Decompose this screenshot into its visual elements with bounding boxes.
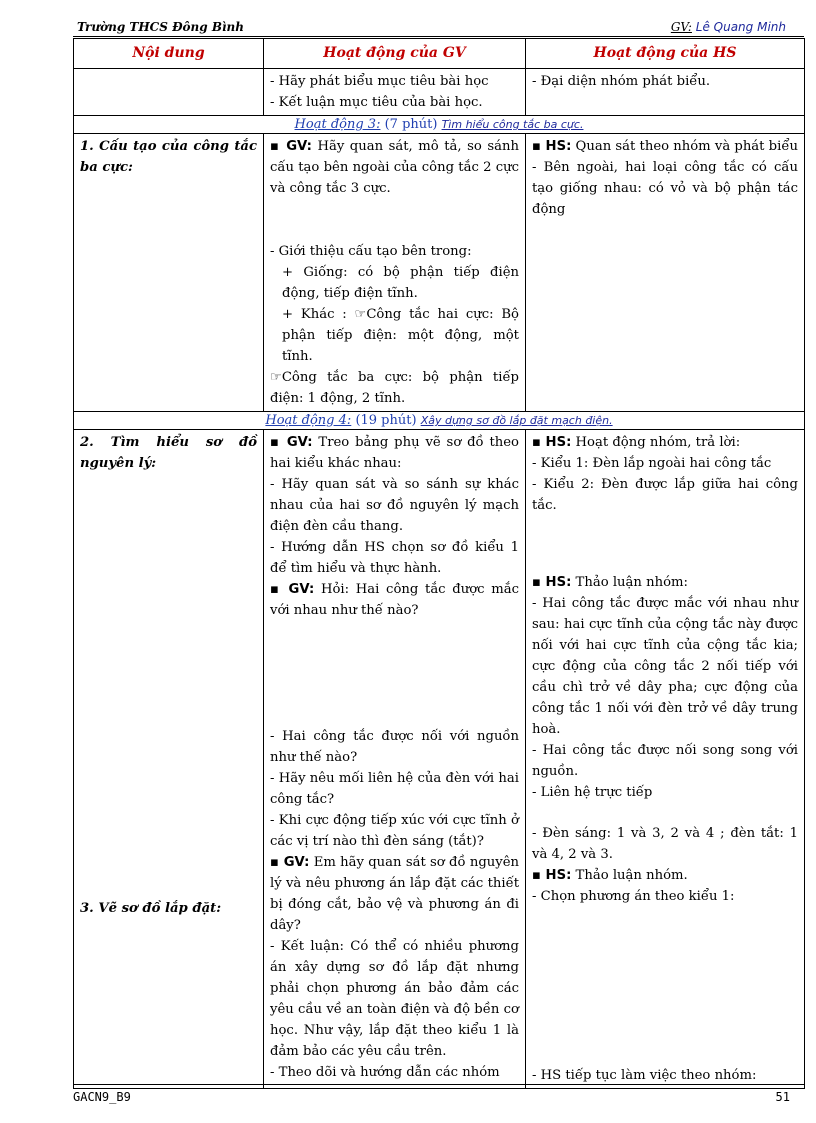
hs-line: - Hai công tắc được nối song song với nguồn. (532, 743, 798, 779)
school-name: Trường THCS Đông Bình (77, 20, 244, 34)
activity-time: (7 phút) (384, 117, 438, 132)
gv-line: - Hãy quan sát và so sánh sự khác nhau của hai sơ đồ nguyên lý mạch điện đèn cầu thang. (270, 477, 519, 534)
table-header-row (74, 39, 805, 69)
gv-line: ▪ GV: Em hãy quan sát sơ đồ nguyên lý và nêu phương án lắp đặt các thiết bị đóng cắt, bảo vệ và phương án đi dây? (270, 855, 519, 933)
hs-line: - Kiểu 2: Đèn được lắp giữa hai công tắc. (532, 477, 798, 513)
activity-4-heading (74, 412, 805, 430)
gv-line: - Hai công tắc được nối với nguồn như thế nào? (270, 729, 519, 765)
gv-line: - Theo dõi và hướng dẫn các nhóm (270, 1065, 500, 1080)
gv-line: - Giới thiệu cấu tạo bên trong: (270, 244, 472, 259)
activity-label: Hoạt động 3: (294, 117, 381, 132)
hs-line: ▪ HS: Thảo luận nhóm. (532, 868, 688, 883)
page-number: 51 (775, 1090, 790, 1104)
gv-line: - Hãy nêu mối liên hệ của đèn với hai công tắc? (270, 771, 519, 807)
hs-line: ▪ HS: Hoạt động nhóm, trả lời: (532, 435, 741, 450)
gv-line: - Kết luận mục tiêu của bài học. (270, 95, 483, 110)
activity-label: Hoạt động 4: (265, 413, 352, 428)
gv-cell (264, 430, 526, 1089)
col-header-content: Nội dung (74, 39, 264, 69)
content-cell (74, 69, 264, 116)
gv-line: - Hãy phát biểu mục tiêu bài học (270, 74, 489, 89)
col-header-gv: Hoạt động của GV (264, 39, 526, 69)
gv-cell (264, 134, 526, 412)
activity-handwritten-note: Xây dựng sơ đồ lắp đặt mạch điện. (420, 414, 613, 427)
hs-cell (526, 134, 805, 412)
table-row (74, 430, 805, 1089)
page-header (73, 18, 804, 37)
section-title: 1. Cấu tạo của công tắc ba cực: (74, 134, 264, 412)
table-row (74, 134, 805, 412)
page-footer (73, 1084, 804, 1104)
hs-line: - Hai công tắc được mắc với nhau như sau: hai cực tĩnh của cộng tắc này được nối với hai cực tĩnh của cộng tắc kia; cực động của công tắc 2 nối tiếp với cầu chì trở về dây pha; cực động của công tắc 1 nối với đèn trở về dây trung hoà. (532, 596, 798, 737)
section-title-3: 3. Vẽ sơ đồ lắp đặt: (80, 901, 222, 916)
col-header-hs: Hoạt động của HS (526, 39, 805, 69)
hs-line: - Đại diện nhóm phát biểu. (532, 74, 711, 89)
lesson-table (73, 38, 805, 1089)
teacher-name: Lê Quang Minh (695, 20, 786, 34)
activity-row (74, 412, 805, 430)
gv-line: ▪ GV: Hỏi: Hai công tắc được mắc với nhau như thế nào? (270, 582, 519, 618)
teacher-info (671, 20, 786, 34)
gv-line: ☞Công tắc ba cực: bộ phận tiếp điện: 1 động, 2 tĩnh. (270, 370, 519, 406)
section-title: 2. Tìm hiểu sơ đồ nguyên lý: 3. Vẽ sơ đồ lắp đặt: (74, 430, 264, 1089)
hs-line: ▪ HS: Thảo luận nhóm: (532, 575, 688, 590)
hs-cell (526, 430, 805, 1089)
activity-row (74, 116, 805, 134)
table-row (74, 69, 805, 116)
gv-line: - Khi cực động tiếp xúc với cực tĩnh ở các vị trí nào thì đèn sáng (tắt)? (270, 813, 519, 849)
gv-line: + Khác : ☞Công tắc hai cực: Bộ phận tiếp điện: một động, một tĩnh. (282, 307, 519, 364)
hs-line: - HS tiếp tục làm việc theo nhóm: (532, 1068, 757, 1083)
gv-line: ▪ GV: Treo bảng phụ vẽ sơ đồ theo hai kiểu khác nhau: (270, 435, 519, 471)
hs-line: ▪ HS: Quan sát theo nhóm và phát biểu (532, 139, 798, 154)
gv-line: + Giống: có bộ phận tiếp điện động, tiếp điện tĩnh. (282, 265, 519, 301)
gv-line: - Hướng dẫn HS chọn sơ đồ kiểu 1 để tìm hiểu và thực hành. (270, 540, 519, 576)
gv-cell (264, 69, 526, 116)
hs-line: - Liên hệ trực tiếp (532, 785, 653, 800)
gv-line: - Kết luận: Có thể có nhiều phương án xây dựng sơ đồ lắp đặt nhưng phải chọn phương án bảo đảm các yêu cầu về an toàn điện và độ bền cơ học. Như vậy, lắp đặt theo kiểu 1 là đảm bảo các yêu cầu trên. (270, 939, 519, 1059)
teacher-label: GV: (670, 20, 692, 34)
activity-time: (19 phút) (355, 413, 417, 428)
activity-3-heading (74, 116, 805, 134)
activity-handwritten-note: Tìm hiểu công tắc ba cực. (441, 118, 584, 131)
gv-line: ▪ GV: Hãy quan sát, mô tả, so sánh cấu tạo bên ngoài của công tắc 2 cực và công tắc 3 cực. (270, 139, 519, 196)
hs-cell (526, 69, 805, 116)
document-code: GACN9_B9 (73, 1090, 131, 1104)
hs-line: - Kiểu 1: Đèn lắp ngoài hai công tắc (532, 456, 772, 471)
hs-line: - Chọn phương án theo kiểu 1: (532, 889, 735, 904)
hs-line: - Bên ngoài, hai loại công tắc có cấu tạo giống nhau: có vỏ và bộ phận tác động (532, 160, 798, 217)
hs-line: - Đèn sáng: 1 và 3, 2 và 4 ; đèn tắt: 1 và 4, 2 và 3. (532, 826, 798, 862)
